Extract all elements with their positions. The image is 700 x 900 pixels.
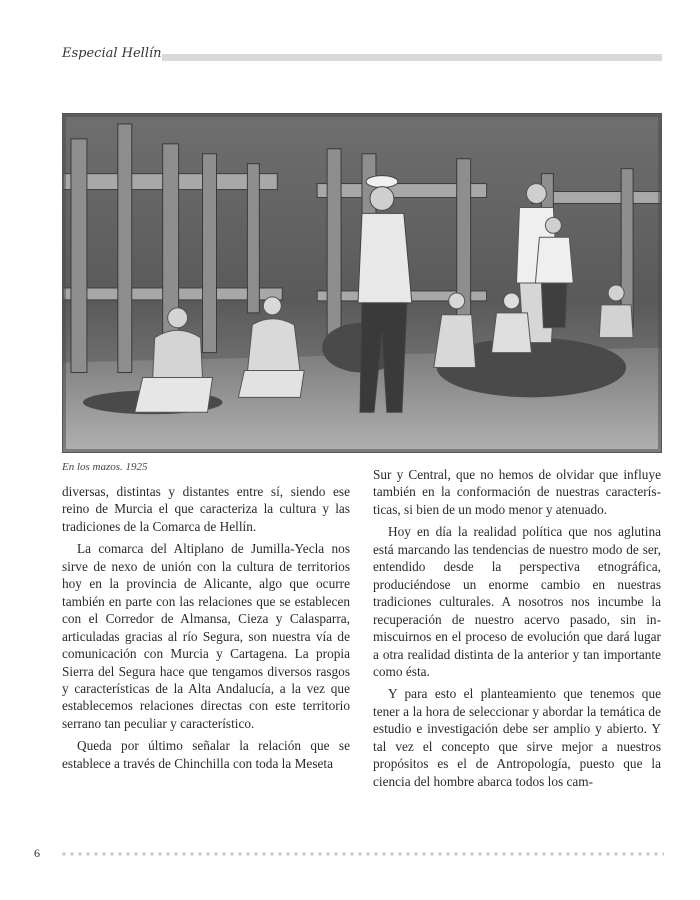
photo-caption: En los mazos. 1925: [62, 461, 148, 473]
header-rule: [162, 54, 662, 61]
historic-photo: [62, 113, 662, 453]
paragraph: Queda por último señalar la relación que se establece a través de Chinchilla con toda la Meseta: [62, 738, 350, 771]
paragraph: diversas, distintas y distantes entre sí, siendo ese reino de Murcia el que caracteriza la cultura y las tradiciones de la Comarca de Hellín.: [62, 484, 350, 534]
paragraph: Hoy en día la realidad política que nos aglutina está marcando las tendencias de nuestro modo de ser, entendido desde la perspectiva etnográfica, produciéndose un enorme cambio en nuestras tradiciones culturales. A nosotros nos incumbe la recuperación de nuestro acervo pasado, sin inmiscuirnos en el proceso de evolución que dará lugar a otra realidad distinta de la anterior y tan importante como ésta.: [373, 524, 661, 679]
page-number: 6: [34, 846, 40, 860]
paragraph: La comarca del Altiplano de Jumilla-Yecla nos sirve de nexo de unión con la cultura de territorios hoy en la provincia de Alicante, algo que ocurre también en parte con las relaciones que se establecen con el Corredor de Almansa, Cieza y Calasparra, articuladas gracias al río Segura, son nuestra vía de comunicación con Murcia y Cartagena. La propia Sierra del Segura hace que tengamos diversos rasgos y características de la Alta Andalucía, a la vez que establecemos relaciones directas con este territorio serrano tan peculiar y característico.: [62, 541, 350, 731]
section-title: Especial Hellín: [62, 46, 162, 61]
left-column: [62, 483, 350, 777]
paragraph: Sur y Central, que no hemos de olvidar que influye también en la conformación de nuestras características, si bien de un modo menor y atenuado.: [373, 467, 661, 517]
page-footer: [34, 846, 664, 862]
right-column: [373, 466, 661, 795]
page-header: [62, 44, 662, 68]
paragraph: Y para esto el planteamiento que tenemos que tener a la hora de seleccionar y abordar la temática de estudio e investigación debe ser amplio y abierto. Y tal vez el concepto que sirve mejor a nuestros propósitos es el de Antropología, puesto que la ciencia del hombre abarca todos los cam-: [373, 686, 661, 789]
photo-illustration: [63, 114, 661, 452]
footer-dotted-rule: [60, 852, 664, 856]
